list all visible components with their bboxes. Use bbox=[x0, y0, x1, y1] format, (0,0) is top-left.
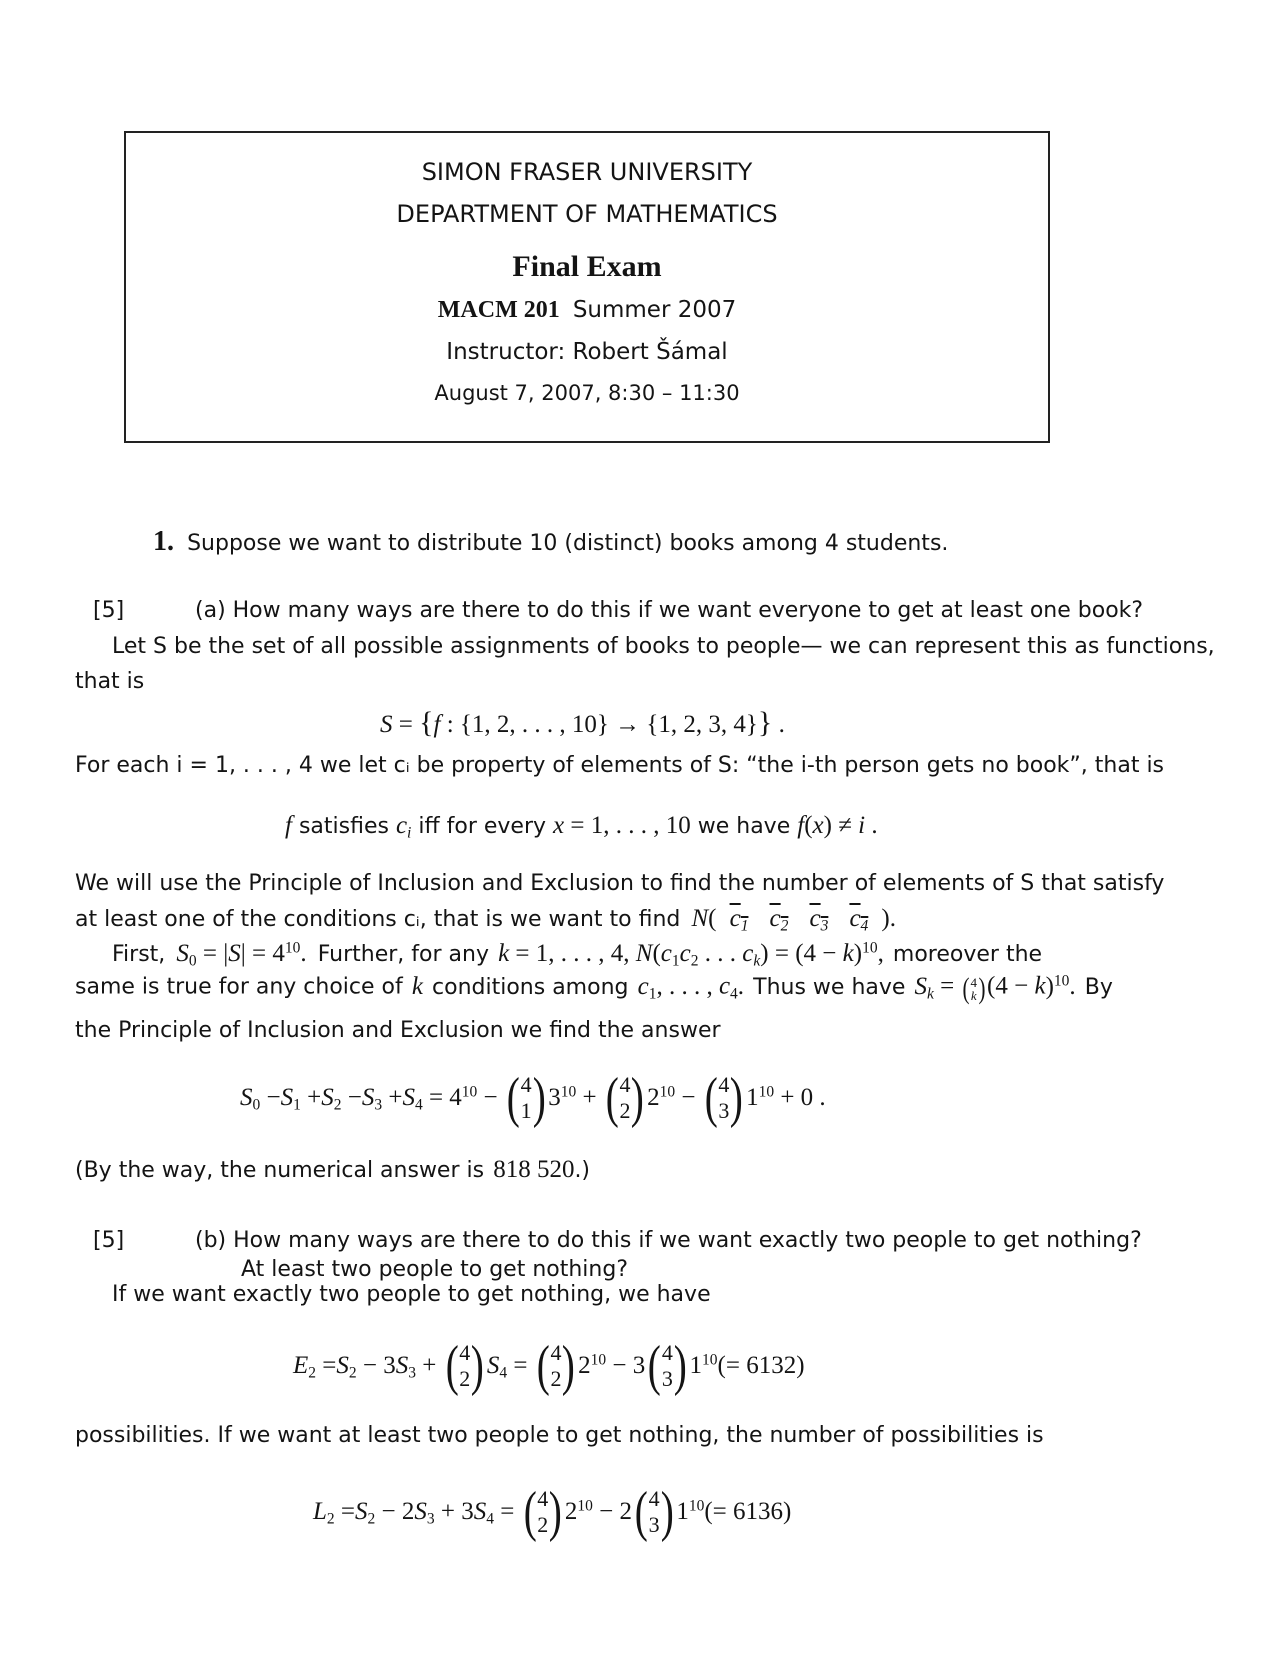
pie-line-2-text: at least one of the conditions cᵢ, that is we want to find bbox=[75, 907, 681, 932]
by-label: By bbox=[1084, 974, 1113, 1000]
numeric-answer-note bbox=[75, 1156, 590, 1184]
pie-answer-equation: S $_0$ − S $_1$ + S $_2$ − S $_3$ + S $_4 = 4^{10}$ − ( 4 1 ) $3^{10}$ + ( 4 2 ) $2^{10}$ − ( 4 3 ) $1^{10} + 0$ . bbox=[240, 1067, 826, 1129]
department-name: DEPARTMENT OF MATHEMATICS bbox=[396, 200, 778, 228]
part-a-pie-answer-line: the Principle of Inclusion and Exclusion we find the answer bbox=[75, 1018, 721, 1043]
numeric-note-close: .) bbox=[574, 1158, 591, 1183]
property-definition-equation: f satisfies $c_i$ iff for every x = 1, . . . , 10 we have f(x) ≠ i . bbox=[285, 812, 878, 842]
first-label: First, bbox=[112, 942, 166, 967]
part-a-same-line: same is true for any choice of k conditions among $c_1$, . . . , $c_4$. Thus we have $S_k$ = ( 4 k ) $(4 - k)^{10}$. By bbox=[75, 971, 1113, 1005]
moreover-label: moreover the bbox=[892, 942, 1043, 967]
part-a-line-2: that is bbox=[75, 669, 145, 694]
part-a-question: (a) How many ways are there to do this if we want everyone to get at least one book? bbox=[195, 598, 1144, 623]
at-least-two-equation: L $_2$ = S $_2$ − 2 S $_3$ + 3 S $_4$ = ( 4 2 ) $2^{10} - 2$ ( 4 3 ) $1^{10}$ (= 6136) bbox=[313, 1481, 792, 1543]
course-code: MACM 201 bbox=[437, 297, 560, 323]
exactly-two-result: (= 6132) bbox=[717, 1352, 805, 1379]
part-b-points: [5] bbox=[93, 1228, 125, 1253]
same-label: same is true for any choice of bbox=[75, 974, 403, 1000]
term: Summer 2007 bbox=[572, 297, 737, 323]
instructor: Instructor: Robert Šámal bbox=[446, 339, 728, 365]
numeric-answer-value: 818 520 bbox=[493, 1156, 575, 1183]
course-line bbox=[124, 297, 1050, 324]
part-a-property-line: For each i = 1, . . . , 4 we let cᵢ be property of elements of S: “the i-th person gets no book”, that is bbox=[75, 753, 1165, 778]
exam-title: Final Exam bbox=[512, 250, 662, 283]
part-b-question-line-2: At least two people to get nothing? bbox=[241, 1257, 628, 1282]
set-definition-equation: S = {f : {1, 2, . . . , 10} → {1, 2, 3, 4}} . bbox=[380, 706, 785, 739]
problem-1-statement bbox=[153, 526, 948, 558]
university-name: SIMON FRASER UNIVERSITY bbox=[421, 158, 753, 186]
thus-label: Thus we have bbox=[753, 974, 906, 1000]
exactly-two-equation: E $_2$ = S $_2$ − 3 S $_3$ + ( 4 2 ) S $_4$ = ( 4 2 ) $2^{10} - 3$ ( 4 3 ) $1^{10}$ (= 6132) bbox=[293, 1335, 805, 1397]
numeric-note-text: (By the way, the numerical answer is bbox=[75, 1158, 485, 1183]
further-label: Further, for any bbox=[317, 942, 489, 967]
part-a-points: [5] bbox=[93, 598, 125, 623]
problem-1-text: Suppose we want to distribute 10 (distinct) books among 4 students. bbox=[187, 531, 949, 556]
part-b-answer-intro: If we want exactly two people to get nothing, we have bbox=[112, 1282, 711, 1307]
part-a-line-1: Let S be the set of all possible assignments of books to people— we can represent this as functions, bbox=[112, 634, 1215, 659]
part-a-pie-line-2: at least one of the conditions cᵢ, that is we want to find N( $c_1$ $c_2$ $c_3$ $c_4$ ). bbox=[75, 905, 896, 935]
conditions-label: conditions among bbox=[432, 974, 629, 1000]
problem-number: 1. bbox=[153, 526, 174, 557]
part-b-question-line-1: (b) How many ways are there to do this if we want exactly two people to get nothing? bbox=[195, 1228, 1142, 1253]
part-a-pie-line-1: We will use the Principle of Inclusion and Exclusion to find the number of elements of S that satisfy bbox=[75, 871, 1165, 896]
exam-date: August 7, 2007, 8:30 – 11:30 bbox=[434, 381, 740, 405]
part-a-first-line: First, $S_0 = |S| = 4^{10}$. Further, for any k = 1, . . . , 4, $N(c_1c_2$ . . . $c_k) = (4 - k)^{10}$, moreover the bbox=[112, 939, 1043, 970]
at-least-two-result: (= 6136) bbox=[704, 1498, 792, 1525]
part-b-least-intro: possibilities. If we want at least two people to get nothing, the number of possibilities is bbox=[75, 1423, 1044, 1448]
